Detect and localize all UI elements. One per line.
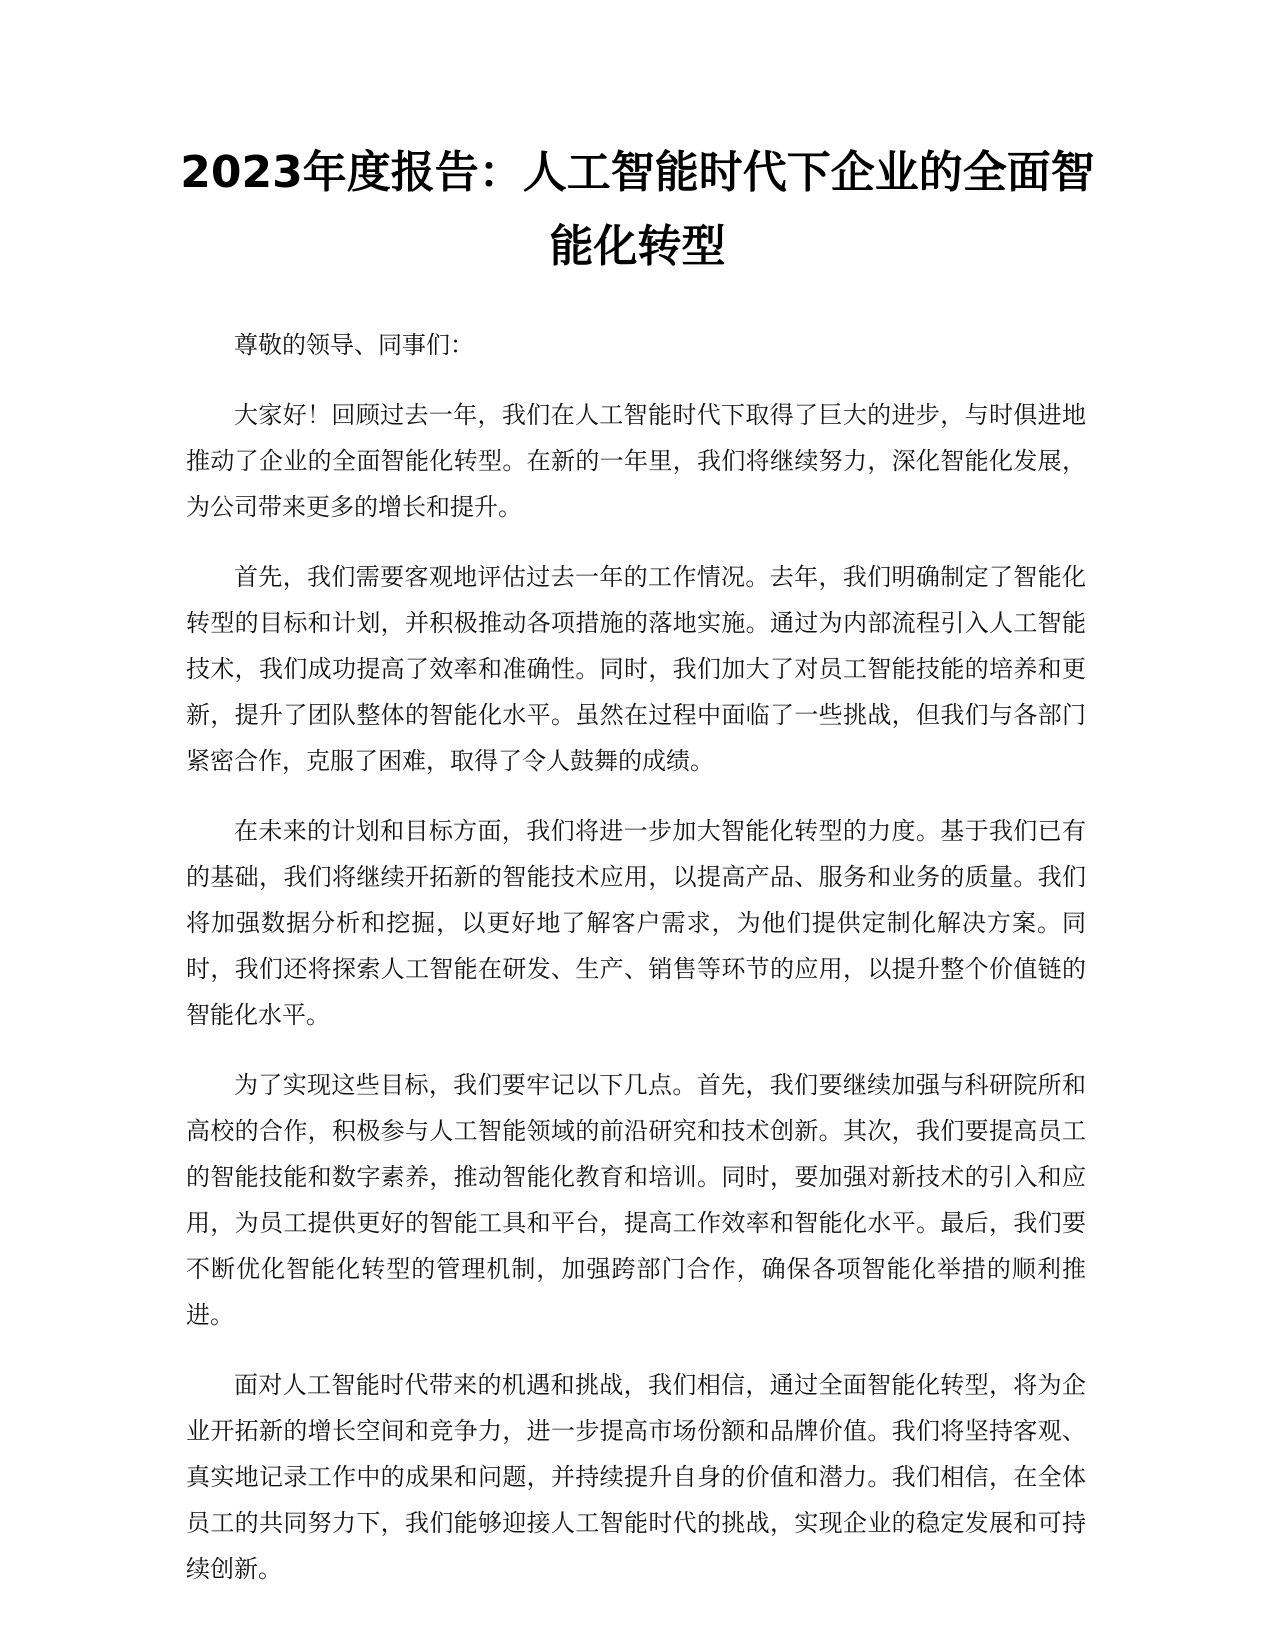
paragraph: 大家好！回顾过去一年，我们在人工智能时代下取得了巨大的进步，与时俱进地推动了企业的全面智能化转型。在新的一年里，我们将继续努力，深化智能化发展，为公司带来更多的增长和提升。 — [186, 401, 1086, 521]
paragraph: 在未来的计划和目标方面，我们将进一步加大智能化转型的力度。基于我们已有的基础，我们将继续开拓新的智能技术应用，以提高产品、服务和业务的质量。我们将加强数据分析和挖掘，以更好地了解客户需求，为他们提供定制化解决方案。同时，我们还将探索人工智能在研发、生产、销售等环节的应用，以提升整个价值链的智能化水平。 — [186, 817, 1086, 1029]
paragraph: 面对人工智能时代带来的机遇和挑战，我们相信，通过全面智能化转型，将为企业开拓新的增长空间和竞争力，进一步提高市场份额和品牌价值。我们将坚持客观、真实地记录工作中的成果和问题，并持续提升自身的价值和潜力。我们相信，在全体员工的共同努力下，我们能够迎接人工智能时代的挑战，实现企业的稳定发展和可持续创新。 — [186, 1371, 1086, 1583]
paragraph: 首先，我们需要客观地评估过去一年的工作情况。去年，我们明确制定了智能化转型的目标和计划，并积极推动各项措施的落地实施。通过为内部流程引入人工智能技术，我们成功提高了效率和准确性。同时，我们加大了对员工智能技能的培养和更新，提升了团队整体的智能化水平。虽然在过程中面临了一些挑战，但我们与各部门紧密合作，克服了困难，取得了令人鼓舞的成绩。 — [186, 563, 1086, 775]
paragraph: 为了实现这些目标，我们要牢记以下几点。首先，我们要继续加强与科研院所和高校的合作，积极参与人工智能领域的前沿研究和技术创新。其次，我们要提高员工的智能技能和数字素养，推动智能化教育和培训。同时，要加强对新技术的引入和应用，为员工提供更好的智能工具和平台，提高工作效率和智能化水平。最后，我们要不断优化智能化转型的管理机制，加强跨部门合作，确保各项智能化举措的顺利推进。 — [186, 1071, 1086, 1329]
document-body — [186, 322, 1086, 1616]
document-title: 2023年度报告：人工智能时代下企业的全面智能化转型 — [180, 147, 1095, 272]
salutation: 尊敬的领导、同事们： — [234, 331, 474, 359]
